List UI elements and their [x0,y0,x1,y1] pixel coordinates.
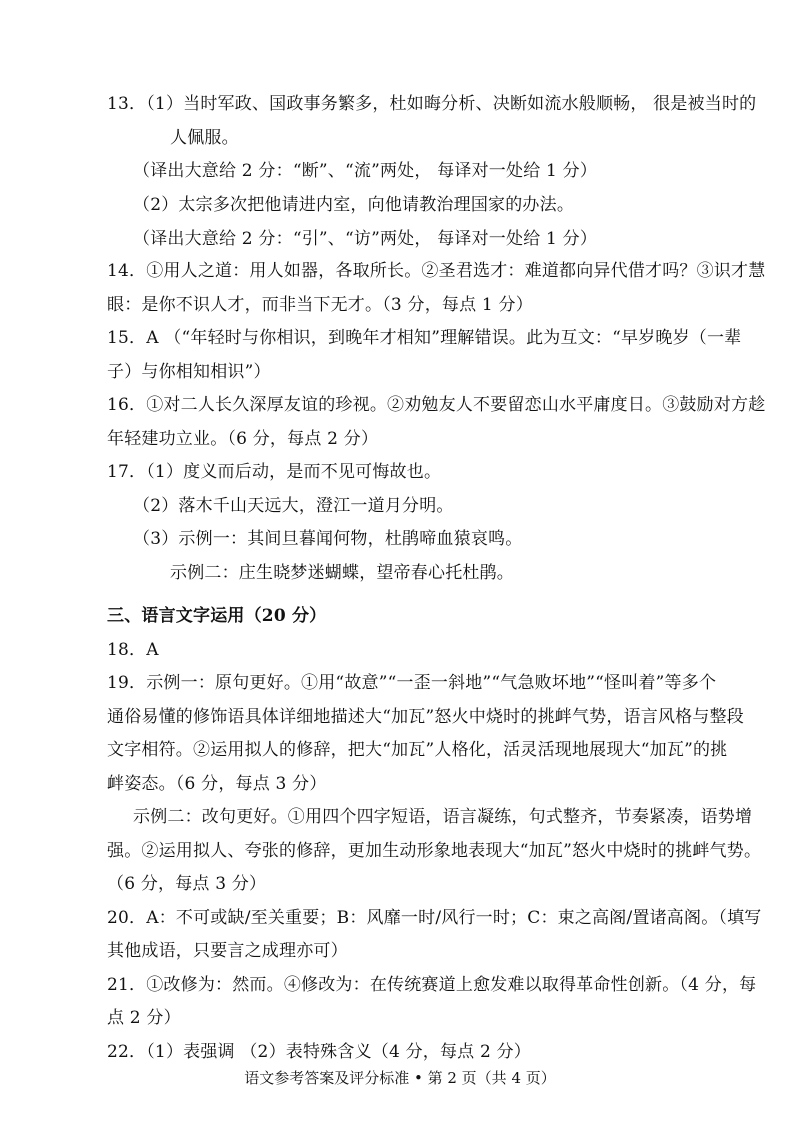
answer-14-line2: 眼：是你不识人才，而非当下无才。（3 分，每点 1 分） [107,295,533,315]
answer-17-3-example2: 示例二：庄生晓梦迷蝴蝶，望帝春心托杜鹃。 [170,563,514,583]
answer-13-1-scoring: （译出大意给 2 分：“断”、“流”两处， 每译对一处给 1 分） [133,161,598,181]
answer-13-1-line2: 人佩服。 [170,128,239,148]
answer-19-line3: 文字相符。②运用拟人的修辞，把大“加瓦”人格化，活灵活现地展现大“加瓦”的挑 [107,740,728,760]
answer-20-line1: 20．A：不可或缺/至关重要；B：风靡一时/风行一时；C：束之高阁/置诸高阁。（填写 [107,908,762,928]
answer-21-line2: 点 2 分） [107,1008,181,1028]
answer-17-2: （2）落木千山天远大，澄江一道月分明。 [133,496,454,516]
answer-16-line1: 16．①对二人长久深厚友谊的珍视。②劝勉友人不要留恋山水平庸度日。③鼓励对方趁 [107,395,766,415]
answer-14-line1: 14．①用人之道：用人如器，各取所长。②圣君选才：难道都向异代借才吗？③识才慧 [107,261,766,281]
answer-17-3: （3）示例一：其间旦暮闻何物，杜鹃啼血猿哀鸣。 [133,529,523,549]
answer-16-line2: 年轻建功立业。（6 分，每点 2 分） [107,429,379,449]
answer-15-line1: 15．A （“年轻时与你相识，到晚年才相知”理解错误。此为互文：“早岁晚岁（一辈 [107,328,742,348]
answer-19-line2: 通俗易懂的修饰语具体详细地描述大“加瓦”怒火中烧时的挑衅气势，语言风格与整段 [107,707,744,727]
answer-19-example2-line2: 强。②运用拟人、夸张的修辞，更加生动形象地表现大“加瓦”怒火中烧时的挑衅气势。 [107,841,762,861]
answer-22: 22．（1）表强调 （2）表特殊含义（4 分，每点 2 分） [107,1042,532,1062]
section-heading-language-use: 三、语言文字运用（20 分） [107,606,327,626]
answer-19-line1: 19．示例一：原句更好。①用“故意”“一歪一斜地”“气急败坏地”“怪叫着”等多个 [107,673,717,693]
answer-19-example2-line3: （6 分，每点 3 分） [107,874,267,894]
answer-17-1: 17．（1）度义而后动，是而不见可悔故也。 [107,462,442,482]
answer-13-1-line1: 13．（1）当时军政、国政事务繁多，杜如晦分析、决断如流水般顺畅， 很是被当时的 [107,94,757,114]
answer-15-line2: 子）与你相知相识”） [107,362,271,382]
answer-19-example2-line1: 示例二：改句更好。①用四个四字短语，语言凝练，句式整齐，节奏紧凑，语势增 [133,807,753,827]
answer-13-2: （2）太宗多次把他请进内室，向他请教治理国家的办法。 [133,195,575,215]
page-footer: 语文参考答案及评分标准 • 第 2 页（共 4 页） [244,1069,556,1087]
answer-18: 18．A [107,640,159,660]
answer-20-line2: 其他成语，只要言之成理亦可） [107,941,348,961]
answer-21-line1: 21．①改修为：然而。④修改为：在传统赛道上愈发难以取得革命性创新。（4 分，每 [107,975,757,995]
answer-19-line4: 衅姿态。（6 分，每点 3 分） [107,774,327,794]
answer-13-2-scoring: （译出大意给 2 分：“引”、“访”两处， 每译对一处给 1 分） [133,229,598,249]
